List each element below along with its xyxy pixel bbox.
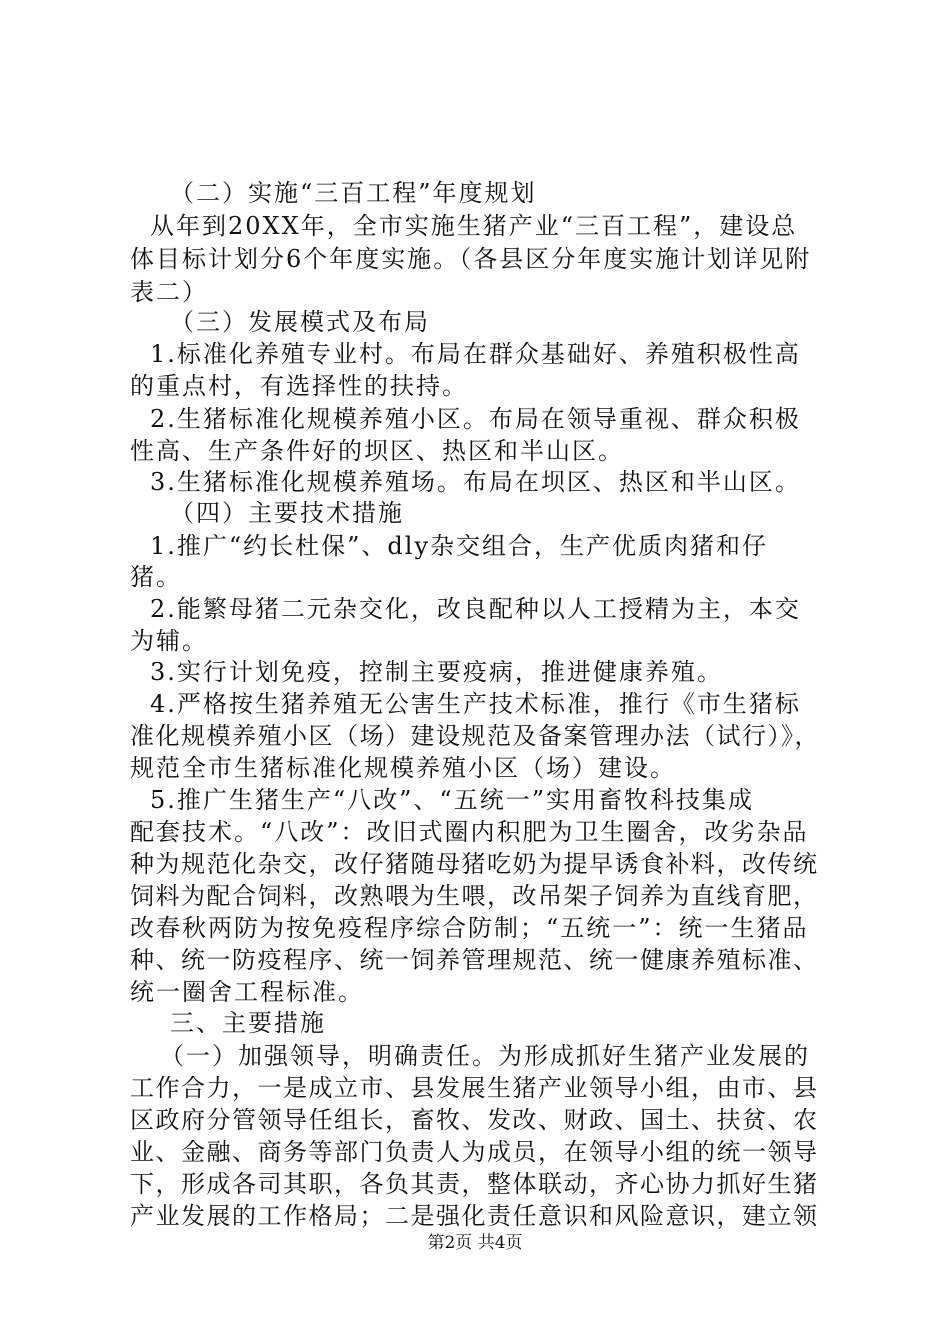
list-item: 4.严格按生猪养殖无公害生产技术标准，推行《市生猪标 bbox=[150, 690, 801, 718]
paragraph-line: 工作合力，一是成立市、县发展生猪产业领导小组，由市、县 bbox=[130, 1074, 819, 1102]
page-footer: 第2页 共4页 bbox=[427, 1233, 523, 1253]
paragraph-line: 业、金融、商务等部门负责人为成员，在领导小组的统一领导 bbox=[130, 1138, 819, 1166]
list-item-cont: 准化规模养殖小区（场）建设规范及备案管理办法（试行）》， bbox=[130, 722, 820, 750]
paragraph-line: 区政府分管领导任组长，畜牧、发改、财政、国土、扶贫、农 bbox=[130, 1106, 819, 1134]
list-item-cont: 为辅。 bbox=[130, 627, 208, 655]
heading: （三）发展模式及布局 bbox=[170, 308, 430, 336]
paragraph-line: 体目标计划分6个年度实施。（各县区分年度实施计划详见附 bbox=[130, 245, 812, 273]
paragraph-line: 从年到20XX年，全市实施生猪产业“三百工程”，建设总 bbox=[150, 212, 798, 240]
list-item-cont: 种为规范化杂交，改仔猪随母猪吃奶为提早诱食补料，改传统 bbox=[130, 850, 819, 878]
list-item: 1.推广“约长杜保”、dly杂交组合，生产优质肉猪和仔 bbox=[150, 532, 769, 560]
list-item-cont: 饲料为配合饲料，改熟喂为生喂，改吊架子饲养为直线育肥， bbox=[130, 882, 819, 910]
list-item: 2.能繁母猪二元杂交化，改良配种以人工授精为主，本交 bbox=[150, 595, 801, 623]
list-item: 1.标准化养殖专业村。布局在群众基础好、养殖积极性高 bbox=[150, 340, 801, 368]
list-item-cont: 改春秋两防为按免疫程序综合防制；“五统一”：统一生猪品 bbox=[130, 914, 809, 942]
list-item-cont: 猪。 bbox=[130, 563, 182, 591]
list-item-cont: 种、统一防疫程序、统一饲养管理规范、统一健康养殖标准、 bbox=[130, 946, 819, 974]
heading: （二）实施“三百工程”年度规划 bbox=[170, 179, 537, 207]
paragraph-line: 下，形成各司其职，各负其责，整体联动，齐心协力抓好生猪 bbox=[130, 1170, 819, 1198]
list-item-cont: 的重点村，有选择性的扶持。 bbox=[130, 372, 468, 400]
paragraph-line: 表二） bbox=[130, 278, 208, 306]
list-item: 5.推广生猪生产“八改”、“五统一”实用畜牧科技集成 bbox=[150, 786, 754, 814]
list-item: 2.生猪标准化规模养殖小区。布局在领导重视、群众积极 bbox=[150, 405, 801, 433]
list-item-cont: 统一圈舍工程标准。 bbox=[130, 978, 364, 1006]
list-item: 3.生猪标准化规模养殖场。布局在坝区、热区和半山区。 bbox=[150, 468, 801, 496]
heading: （四）主要技术措施 bbox=[170, 499, 404, 527]
paragraph-line: （一）加强领导，明确责任。为形成抓好生猪产业发展的 bbox=[160, 1042, 810, 1070]
list-item: 3.实行计划免疫，控制主要疫病，推进健康养殖。 bbox=[150, 658, 723, 686]
list-item-cont: 规范全市生猪标准化规模养殖小区（场）建设。 bbox=[130, 754, 676, 782]
list-item-cont: 性高、生产条件好的坝区、热区和半山区。 bbox=[130, 437, 624, 465]
list-item-cont: 配套技术。“八改”：改旧式圈内积肥为卫生圈舍，改劣杂品 bbox=[130, 818, 809, 846]
section-heading: 三、主要措施 bbox=[170, 1009, 326, 1037]
paragraph-line: 产业发展的工作格局；二是强化责任意识和风险意识，建立领 bbox=[130, 1202, 819, 1230]
